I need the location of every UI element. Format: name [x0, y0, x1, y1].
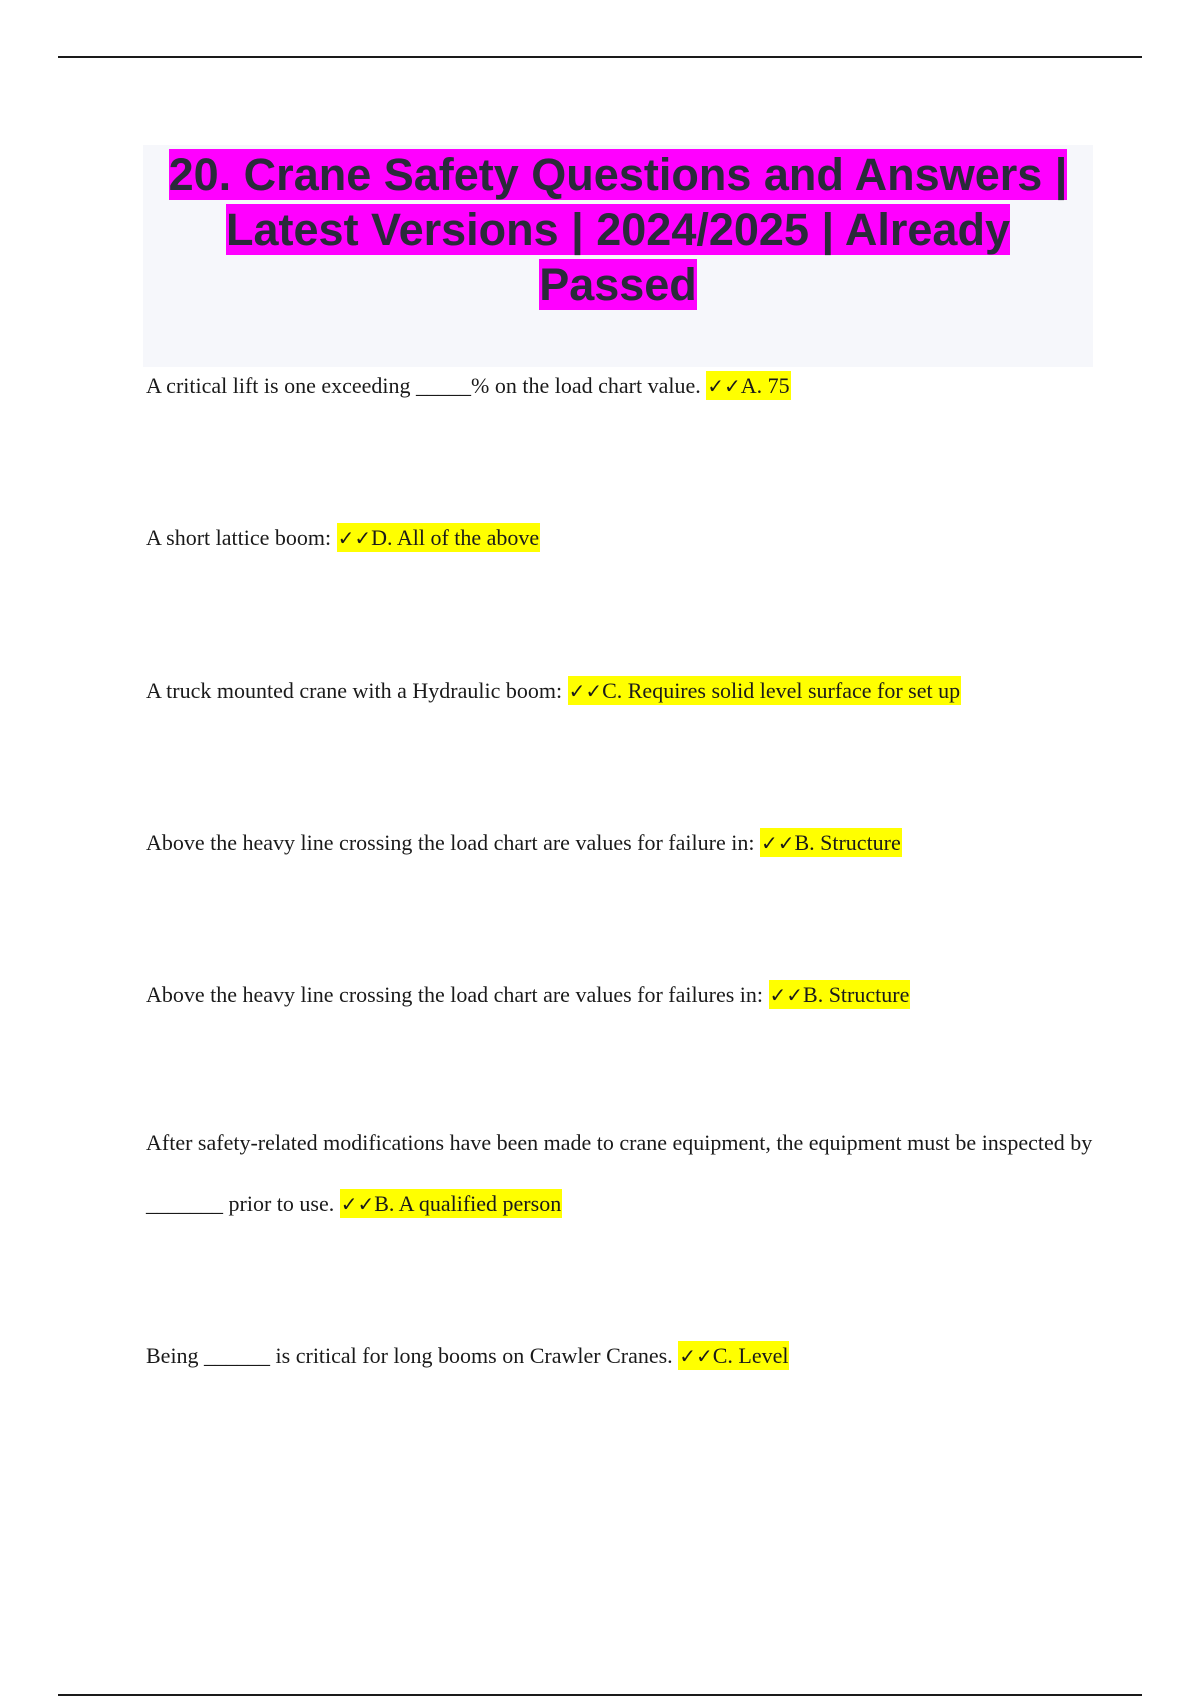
answer-text: D. All of the above: [371, 525, 540, 550]
check-marks-icon: ✓✓: [769, 983, 804, 1007]
qa-item-2: [146, 507, 1096, 569]
answer-text: B. Structure: [803, 982, 910, 1007]
answer-highlight: [769, 980, 911, 1009]
qa-item-5: [146, 964, 1096, 1026]
check-marks-icon: ✓✓: [340, 1192, 375, 1216]
answer-highlight: [760, 828, 902, 857]
answer-text: C. Requires solid level surface for set up: [602, 678, 961, 703]
qa-item-4: [146, 812, 1096, 874]
question-text: Above the heavy line crossing the load chart are values for failure in:: [146, 830, 755, 855]
qa-item-6: [146, 1112, 1096, 1235]
question-text: A short lattice boom:: [146, 525, 332, 550]
document-title: [143, 145, 1093, 312]
question-text: A truck mounted crane with a Hydraulic boom:: [146, 678, 563, 703]
check-marks-icon: ✓✓: [337, 526, 372, 550]
answer-highlight: [340, 1189, 563, 1218]
answer-text: B. A qualified person: [374, 1191, 562, 1216]
answer-text: B. Structure: [794, 830, 901, 855]
answer-text: C. Level: [712, 1343, 789, 1368]
check-marks-icon: ✓✓: [707, 374, 741, 398]
title-highlight: 20. Crane Safety Questions and Answers | Latest Versions | 2024/2025 | Already Passed: [168, 149, 1068, 310]
footer-rule: [58, 1694, 1142, 1696]
answer-text: A. 75: [740, 373, 790, 398]
qa-item-7: [146, 1325, 1096, 1387]
answer-highlight: [678, 1341, 789, 1370]
question-text: After safety-related modifications have been made to crane equipment, the equipment must be inspected by _______ prior to use.: [146, 1130, 1093, 1216]
answer-highlight: [337, 523, 541, 552]
check-marks-icon: ✓✓: [679, 1344, 713, 1368]
check-marks-icon: ✓✓: [760, 831, 795, 855]
question-text: Being ______ is critical for long booms on Crawler Cranes.: [146, 1343, 673, 1368]
question-text: Above the heavy line crossing the load chart are values for failures in:: [146, 982, 763, 1007]
qa-item-1: [146, 355, 1096, 417]
answer-highlight: [706, 371, 790, 400]
title-block: [143, 145, 1093, 367]
header-rule: [58, 56, 1142, 58]
check-marks-icon: ✓✓: [568, 679, 603, 703]
question-text: A critical lift is one exceeding _____% on the load chart value.: [146, 373, 701, 398]
qa-item-3: [146, 660, 1096, 722]
answer-highlight: [568, 676, 962, 705]
